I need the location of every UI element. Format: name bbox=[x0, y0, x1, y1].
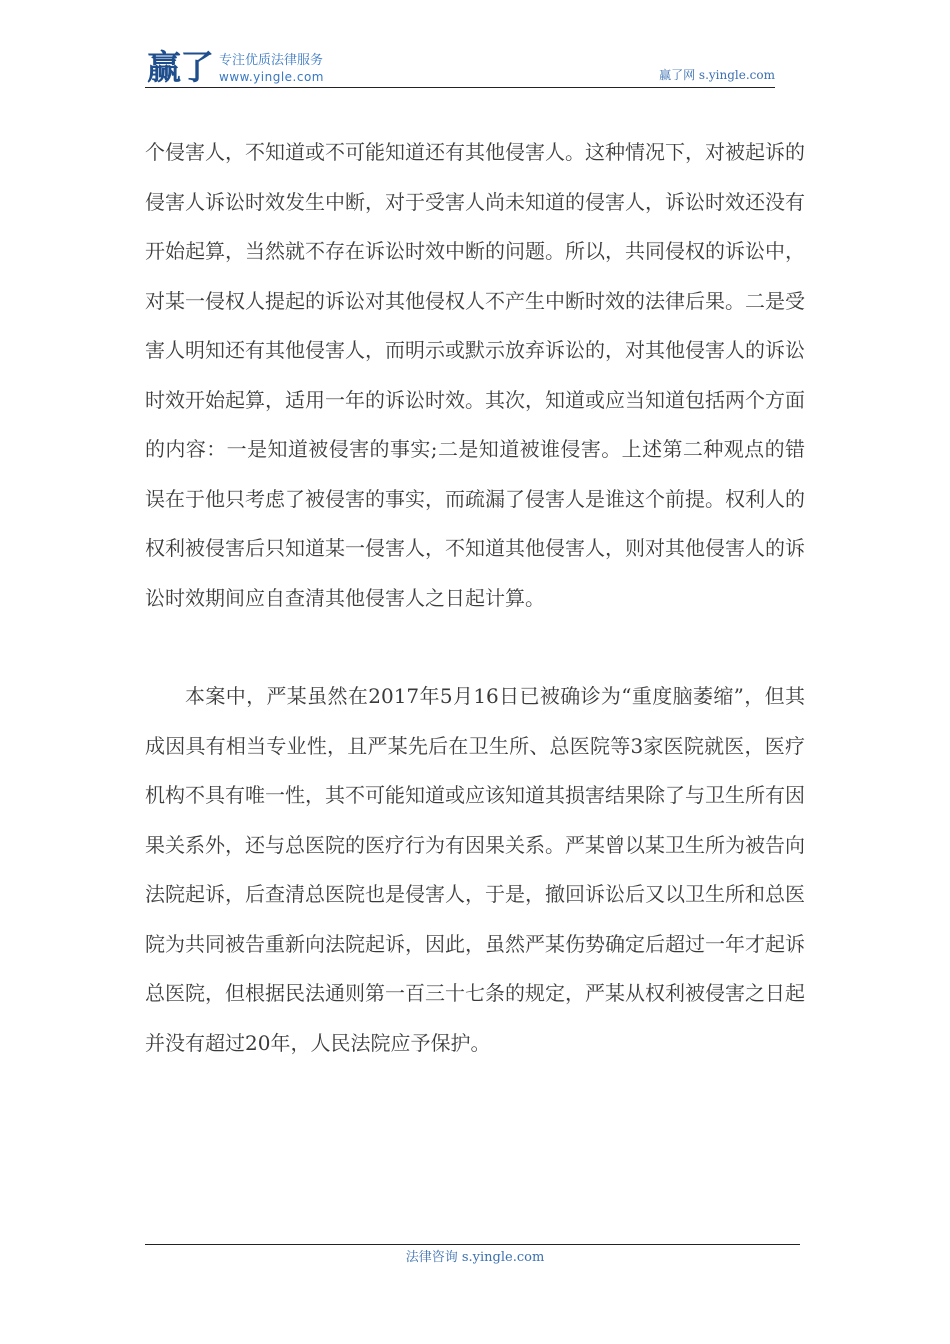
paragraph-2: 本案中，严某虽然在2017年5月16日已被确诊为“重度脑萎缩”，但其成因具有相当专业性，且严某先后在卫生所、总医院等3家医院就医，医疗机构不具有唯一性，其不可能知道或应该知道其损害结果除了与卫生所有因果关系外，还与总医院的医疗行为有因果关系。严某曾以某卫生所为被告向法院起诉，后查清总医院也是侵害人，于是，撤回诉讼后又以卫生所和总医院为共同被告重新向法院起诉，因此，虽然严某伤势确定后超过一年才起诉总医院，但根据民法通则第一百三十七条的规定，严某从权利被侵害之日起并没有超过20年，人民法院应予保护。 bbox=[145, 684, 805, 1055]
page-header bbox=[145, 48, 775, 88]
document-body bbox=[145, 128, 805, 1068]
footer-link[interactable]: 法律咨询 s.yingle.com bbox=[405, 1250, 545, 1265]
header-divider bbox=[145, 87, 775, 88]
logo-url[interactable]: www.yingle.com bbox=[219, 70, 324, 84]
header-site-link[interactable]: 赢了网 s.yingle.com bbox=[659, 68, 775, 82]
footer-divider bbox=[145, 1244, 800, 1245]
logo-slogan: 专注优质法律服务 bbox=[219, 53, 324, 68]
paragraph-1: 个侵害人，不知道或不可能知道还有其他侵害人。这种情况下，对被起诉的侵害人诉讼时效发生中断，对于受害人尚未知道的侵害人，诉讼时效还没有开始起算，当然就不存在诉讼时效中断的问题。所以，共同侵权的诉讼中，对某一侵权人提起的诉讼对其他侵权人不产生中断时效的法律后果。二是受害人明知还有其他侵害人，而明示或默示放弃诉讼的，对其他侵害人的诉讼时效开始起算，适用一年的诉讼时效。其次，知道或应当知道包括两个方面的内容：一是知道被侵害的事实;二是知道被谁侵害。上述第二种观点的错误在于他只考虑了被侵害的事实，而疏漏了侵害人是谁这个前提。权利人的权利被侵害后只知道某一侵害人，不知道其他侵害人，则对其他侵害人的诉讼时效期间应自查清其他侵害人之日起计算。 bbox=[145, 140, 805, 610]
yingle-logo[interactable]: 赢了 bbox=[147, 48, 213, 88]
